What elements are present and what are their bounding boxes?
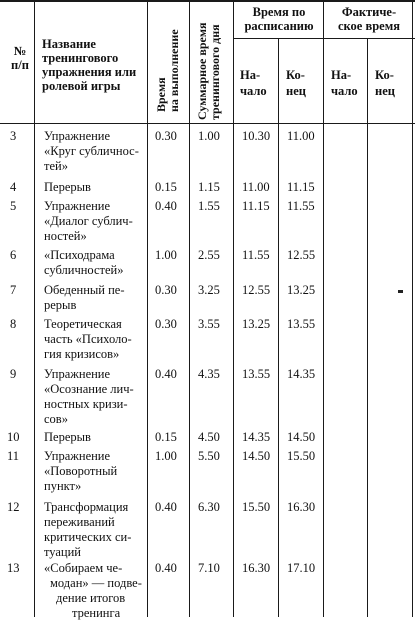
row-name-line: туаций (44, 545, 81, 559)
row-end: 11.55 (287, 199, 315, 213)
header-no-symbol: № (13, 44, 27, 58)
header-name (42, 37, 136, 93)
row-name (44, 430, 150, 445)
header-end-line: Ко- (286, 68, 305, 82)
header-end-line: нец (375, 84, 395, 98)
row-start: 14.35 (242, 430, 271, 444)
row-name (44, 180, 150, 195)
row-end: 13.25 (287, 283, 316, 297)
row-cumulative: 7.10 (198, 561, 220, 575)
row-cumulative: 6.30 (198, 500, 220, 514)
header-start-line: На- (331, 68, 352, 82)
header-bottom-border (0, 123, 415, 124)
row-name-line: Перерыв (44, 430, 91, 444)
row-end: 17.10 (287, 561, 316, 575)
row-name-line: ностных кризи- (44, 397, 128, 411)
row-name (44, 561, 150, 621)
scan-speck (398, 290, 403, 293)
row-cumulative: 2.55 (198, 248, 220, 262)
table-top-border (0, 0, 415, 2)
col-divider-4 (233, 0, 234, 617)
header-start-actual (331, 68, 358, 98)
header-end-actual (375, 68, 395, 98)
row-duration: 0.30 (155, 129, 177, 143)
row-duration: 0.40 (155, 199, 177, 213)
row-end: 12.55 (287, 248, 316, 262)
row-start: 11.15 (242, 199, 270, 213)
row-name-line: Обеденный пе- (44, 283, 125, 297)
row-name-line: «Собираем че- (44, 561, 123, 575)
header-cumulative-line: Суммарное время (195, 22, 209, 120)
row-duration: 0.40 (155, 561, 177, 575)
col-divider-3 (189, 0, 190, 617)
row-no: 6 (10, 248, 17, 262)
row-end: 13.55 (287, 317, 316, 331)
header-end-line: нец (286, 84, 306, 98)
row-no: 9 (10, 367, 17, 381)
row-name-line: Трансформация (44, 500, 129, 514)
row-start: 15.50 (242, 500, 271, 514)
header-name-line: упражнения или (42, 65, 137, 79)
row-name-line: Упражнение (44, 199, 111, 213)
header-end-scheduled (286, 68, 306, 98)
row-name (44, 367, 150, 427)
row-end: 11.00 (287, 129, 315, 143)
row-start: 14.50 (242, 449, 271, 463)
row-cumulative: 3.55 (198, 317, 220, 331)
row-name-line: пункт» (44, 479, 82, 493)
row-no: 11 (7, 449, 20, 463)
row-start: 16.30 (242, 561, 271, 575)
row-name-line: «Осознание лич- (44, 382, 134, 396)
header-scheduled (236, 5, 322, 33)
row-duration: 0.30 (155, 283, 177, 297)
row-no: 8 (10, 317, 17, 331)
row-name (44, 500, 150, 560)
row-no: 3 (10, 129, 17, 143)
row-name (44, 317, 150, 362)
header-actual-line: ское время (337, 19, 401, 33)
row-start: 13.25 (242, 317, 271, 331)
row-no: 5 (10, 199, 17, 213)
col-divider-5 (278, 39, 279, 617)
row-name-line: Перерыв (44, 180, 91, 194)
header-scheduled-line: Время по (252, 5, 306, 19)
row-name-line: «Психодрама (44, 248, 115, 262)
row-name-line: Упражнение (44, 367, 111, 381)
row-start: 13.55 (242, 367, 271, 381)
row-duration: 0.30 (155, 317, 177, 331)
row-start: 11.55 (242, 248, 270, 262)
row-name-line: сов» (44, 412, 68, 426)
row-duration: 0.15 (155, 430, 177, 444)
row-name-line: часть «Психоло- (44, 332, 132, 346)
row-name-line: переживаний (44, 515, 115, 529)
col-divider-1 (34, 0, 35, 617)
row-duration: 0.40 (155, 367, 177, 381)
header-cumulative-line: тренингового дня (208, 24, 222, 120)
col-divider-7 (367, 39, 368, 617)
header-name-line: Название (42, 37, 96, 51)
row-no: 13 (7, 561, 20, 575)
header-start-scheduled (240, 68, 267, 98)
header-actual (326, 5, 412, 33)
col-divider-6 (323, 0, 324, 617)
row-name (44, 199, 150, 244)
row-name-line: «Поворотный (44, 464, 118, 478)
row-end: 11.15 (287, 180, 315, 194)
row-name-line: субличностей» (44, 263, 124, 277)
row-name-line: Теоретическая (44, 317, 122, 331)
row-cumulative: 4.35 (198, 367, 220, 381)
header-start-line: На- (240, 68, 261, 82)
row-name-line: модан» — подве- (50, 576, 142, 590)
row-start: 11.00 (242, 180, 270, 194)
row-cumulative: 5.50 (198, 449, 220, 463)
header-name-line: ролевой игры (42, 79, 121, 93)
row-end: 14.35 (287, 367, 316, 381)
header-no-abbr: п/п (11, 58, 29, 72)
row-cumulative: 3.25 (198, 283, 220, 297)
row-start: 12.55 (242, 283, 271, 297)
header-name-line: тренингового (42, 51, 119, 65)
row-cumulative: 1.55 (198, 199, 220, 213)
row-cumulative: 4.50 (198, 430, 220, 444)
row-name-line: дение итогов (56, 591, 126, 605)
row-end: 14.50 (287, 430, 316, 444)
row-duration: 1.00 (155, 248, 177, 262)
row-name-line: Упражнение (44, 129, 111, 143)
row-name-line: гия кризисов» (44, 347, 120, 361)
row-name (44, 129, 150, 174)
row-name (44, 248, 150, 278)
row-no: 7 (10, 283, 17, 297)
row-name-line: рерыв (44, 298, 77, 312)
row-name-line: тей» (44, 159, 68, 173)
col-divider-8 (412, 0, 413, 617)
row-duration: 0.40 (155, 500, 177, 514)
row-no: 4 (10, 180, 17, 194)
row-name-line: «Круг субличнос- (44, 144, 139, 158)
subheader-divider-actual (323, 38, 415, 39)
row-name-line: критических си- (44, 530, 132, 544)
row-no: 12 (7, 500, 20, 514)
header-cumulative (196, 22, 222, 120)
row-end: 16.30 (287, 500, 316, 514)
row-name-line: Упражнение (44, 449, 111, 463)
row-start: 10.30 (242, 129, 271, 143)
header-start-line: чало (240, 84, 267, 98)
header-actual-line: Фактиче- (341, 5, 397, 19)
row-duration: 0.15 (155, 180, 177, 194)
header-duration (155, 29, 181, 112)
row-name-line: «Диалог сублич- (44, 214, 133, 228)
header-duration-line: Время (154, 77, 168, 112)
header-scheduled-line: расписанию (244, 19, 314, 33)
row-cumulative: 1.00 (198, 129, 220, 143)
header-end-line: Ко- (375, 68, 394, 82)
row-name-line: ностей» (44, 229, 87, 243)
row-name (44, 283, 150, 313)
row-end: 15.50 (287, 449, 316, 463)
header-duration-line: на выполнение (167, 29, 181, 112)
row-name (44, 449, 150, 494)
header-start-line: чало (331, 84, 358, 98)
row-name-line: тренинга (72, 606, 121, 620)
header-no (8, 44, 32, 72)
row-duration: 1.00 (155, 449, 177, 463)
row-no: 10 (7, 430, 20, 444)
row-cumulative: 1.15 (198, 180, 220, 194)
